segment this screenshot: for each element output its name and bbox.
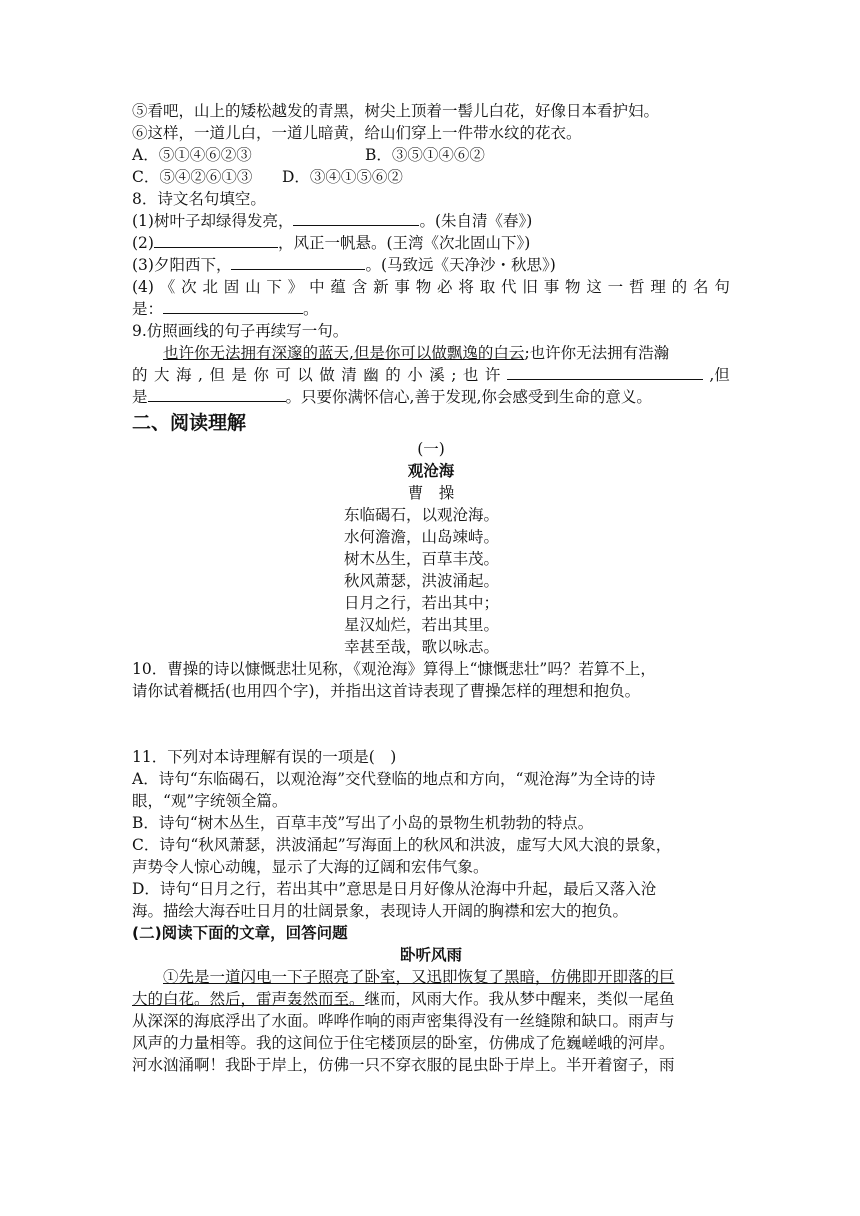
q8-item-4-char: 次 [181,278,197,296]
q8-item-3-suffix: 。(马致远《天净沙・秋思》) [365,256,556,274]
poem-title: 观沧海 [407,462,455,480]
q9-line-3-prefix: 是 [132,388,148,406]
q11-option-b[interactable]: B．诗句“树木丛生，百草丰茂”写出了小岛的景物生机勃勃的特点。 [132,814,594,832]
q8-item-4-char: 下 [266,278,282,296]
q8-item-4-char: 事 [394,278,410,296]
q9-char: 做 [319,366,335,384]
poem-line: 秋风萧瑟，洪波涌起。 [344,572,500,590]
q8-item-2-prefix: (2) [132,234,154,252]
q9-char: 你 [253,366,269,384]
document-page [132,100,730,1076]
poem-line: 星汉灿烂，若出其里。 [344,616,500,634]
q8-item-4-char: 》 [287,278,304,296]
q9-char: 许 [484,366,501,384]
q8-item-3 [132,254,730,276]
q9-char: 大 [153,366,170,384]
q9-char: 可 [275,366,291,384]
q11-option-d[interactable]: D．诗句“日月之行，若出其中”意思是日月好像从沧海中升起，最后又落入沧 [132,880,657,898]
q9-blank-2[interactable] [148,386,286,402]
q8-item-1-blank[interactable] [293,210,419,226]
q8-item-2-suffix: ，风正一帆悬。(王湾《次北固山下》) [277,234,531,252]
q9-line-1-rest: ;也许你无法拥有浩瀚 [524,344,670,362]
q7-choice-a[interactable]: A．⑤①④⑥②③ [132,146,252,164]
article-line-5: 河水汹涌啊！我卧于岸上，仿佛一只不穿衣服的昆虫卧于岸上。半开着窗子，雨 [132,1056,675,1074]
q8-item-4-char: 蕴 [330,278,346,296]
q8-item-3-prefix: (3)夕阳西下， [132,256,232,274]
q9-line-2 [132,364,730,386]
q9-char: 但 [209,366,225,384]
q8-item-4-char: 名 [692,278,709,296]
q8-item-4-char: 的 [671,278,688,296]
q8-item-4-char: 取 [479,278,496,296]
article-underlined-line-1: ①先是一道闪电一下子照亮了卧室，又迅即恢复了黑暗，仿佛即开即落的巨 [163,968,675,986]
q8-item-4-char: 理 [650,278,666,296]
q9-underlined-sentence: 也许你无法拥有深邃的蓝天,但是你可以做飘逸的白云 [163,344,525,362]
q9-char: 溪 [429,366,445,384]
part2-heading: (二)阅读下面的文章，回答问题 [132,924,348,942]
q8-item-4-char: 事 [543,278,560,296]
q8-item-4-char: 必 [437,278,453,296]
q7-choice-c[interactable]: C．⑤④②⑥①③ [132,168,253,186]
q9-line-3 [132,386,730,408]
q9-char: 也 [462,366,479,384]
q8-item-3-blank[interactable] [231,254,365,270]
q9-char: ; [451,366,457,384]
q8-item-4-blank[interactable] [163,298,303,314]
q9-char: 海 [175,366,192,384]
q8-item-4-char: 这 [586,278,602,296]
q9-title: 9.仿照画线的句子再续写一句。 [132,322,349,340]
q8-item-4-line-1 [132,276,730,298]
q8-item-4-char: 哲 [629,278,645,296]
q8-item-1-suffix: 。(朱自清《春》) [419,212,533,230]
article-underlined-line-2: 大的白花。然后，雷声轰然而至。 [132,990,365,1008]
answer-space[interactable] [132,702,730,746]
q8-item-4-char: 山 [245,278,261,296]
q8-item-4-char: 一 [607,278,624,296]
q8-item-4-prefix: 是： [132,300,164,318]
q8-item-4-char: 将 [458,278,474,296]
poem-author: 曹 操 [407,484,455,502]
q9-blank-1[interactable] [507,364,703,380]
poem-line: 水何澹澹，山岛竦峙。 [344,528,500,546]
poem-line: 东临碣石，以观沧海。 [344,506,500,524]
q11-option-a-cont: 眼，“观”字统领全篇。 [132,792,288,810]
q9-char: 是 [231,366,247,384]
q7-option-line-6: ⑥这样，一道儿白，一道儿暗黄，给山们穿上一件带水纹的花衣。 [132,124,582,142]
q10-line-1: 10．曹操的诗以慷慨悲壮见称，《观沧海》算得上“慷慨悲壮”吗？若算不上， [132,660,656,678]
q9-line-3-rest: 。只要你满怀信心,善于发现,你会感受到生命的意义。 [285,388,652,406]
q11-option-c-cont: 声势令人惊心动魄，显示了大海的辽阔和宏伟气象。 [132,858,489,876]
q9-char: 的 [132,366,148,384]
q8-item-4-char: 中 [309,278,325,296]
poem-line: 树木丛生，百草丰茂。 [344,550,500,568]
poem-line: 日月之行，若出其中； [344,594,500,612]
q11-option-c[interactable]: C．诗句“秋风萧瑟，洪波涌起”写海面上的秋风和洪波，虚写大风大浪的景象， [132,836,672,854]
q7-choices-ab [132,144,730,166]
q8-item-4-char: (4) [132,278,154,296]
q8-item-4-char: 含 [351,278,368,296]
poem-part-label: (一) [417,440,445,458]
q7-choice-d[interactable]: D．③④①⑤⑥② [282,168,403,186]
q8-item-4-char: 代 [501,278,517,296]
q8-item-1-prefix: (1)树叶子却绿得发亮， [132,212,294,230]
q8-item-1 [132,210,730,232]
q9-char: 清 [341,366,357,384]
article-line-3: 从深深的海底浮出了水面。哗哗作响的雨声密集得没有一丝缝隙和缺口。雨声与 [132,1012,675,1030]
q7-choice-b[interactable]: B．③⑤①④⑥② [365,146,485,164]
q7-choices-cd [132,166,730,188]
q8-item-4-line-2 [132,298,730,320]
article-line-4: 风声的力量相等。我的这间位于住宅楼顶层的卧室，仿佛成了危巍嵯峨的河岸。 [132,1034,675,1052]
section-heading-reading: 二、阅读理解 [132,412,247,434]
q9-line-1 [132,342,730,364]
q8-item-4-char: 北 [202,278,218,296]
q8-item-2-blank[interactable] [154,232,278,248]
q7-option-line-5: ⑤看吧，山上的矮松越发的青黑，树尖上顶着一髻儿白花，好像日本看护妇。 [132,102,660,120]
poem-line: 幸甚至哉，歌以咏志。 [344,638,500,656]
q8-item-4-char: 旧 [522,278,538,296]
q8-item-4-char: 新 [373,278,389,296]
q11-option-a[interactable]: A．诗句“东临碣石，以观沧海”交代登临的地点和方向，“观沧海”为全诗的诗 [132,770,656,788]
q8-item-4-char: 《 [159,278,176,296]
q8-title: 8．诗文名句填空。 [132,190,266,208]
q11-title: 11．下列对本诗理解有误的一项是( ) [132,748,397,766]
q8-item-4-char: 物 [565,278,581,296]
q9-char: 小 [407,366,423,384]
q8-item-4-suffix: 。 [303,300,319,318]
q10-line-2: 请你试着概括(也用四个字)，并指出这首诗表现了曹操怎样的理想和抱负。 [132,682,641,700]
q8-item-4-char: 物 [415,278,432,296]
q8-item-2 [132,232,730,254]
article-line-2 [132,988,730,1010]
q8-item-4-char: 句 [714,278,730,296]
q8-item-4-char: 固 [223,278,240,296]
article-title: 卧听风雨 [399,946,462,964]
q9-char: 以 [297,366,313,384]
article-line-2-rest: 继而，风雨大作。我从梦中醒来，类似一尾鱼 [364,990,675,1008]
q9-line-2-end: ,但 [709,366,730,384]
q11-option-d-cont: 海。描绘大海吞吐日月的壮阔景象，表现诗人开阔的胸襟和宏大的抱负。 [132,902,629,920]
q9-char: 幽 [363,366,379,384]
q9-char: , [197,366,203,384]
q9-char: 的 [385,366,401,384]
